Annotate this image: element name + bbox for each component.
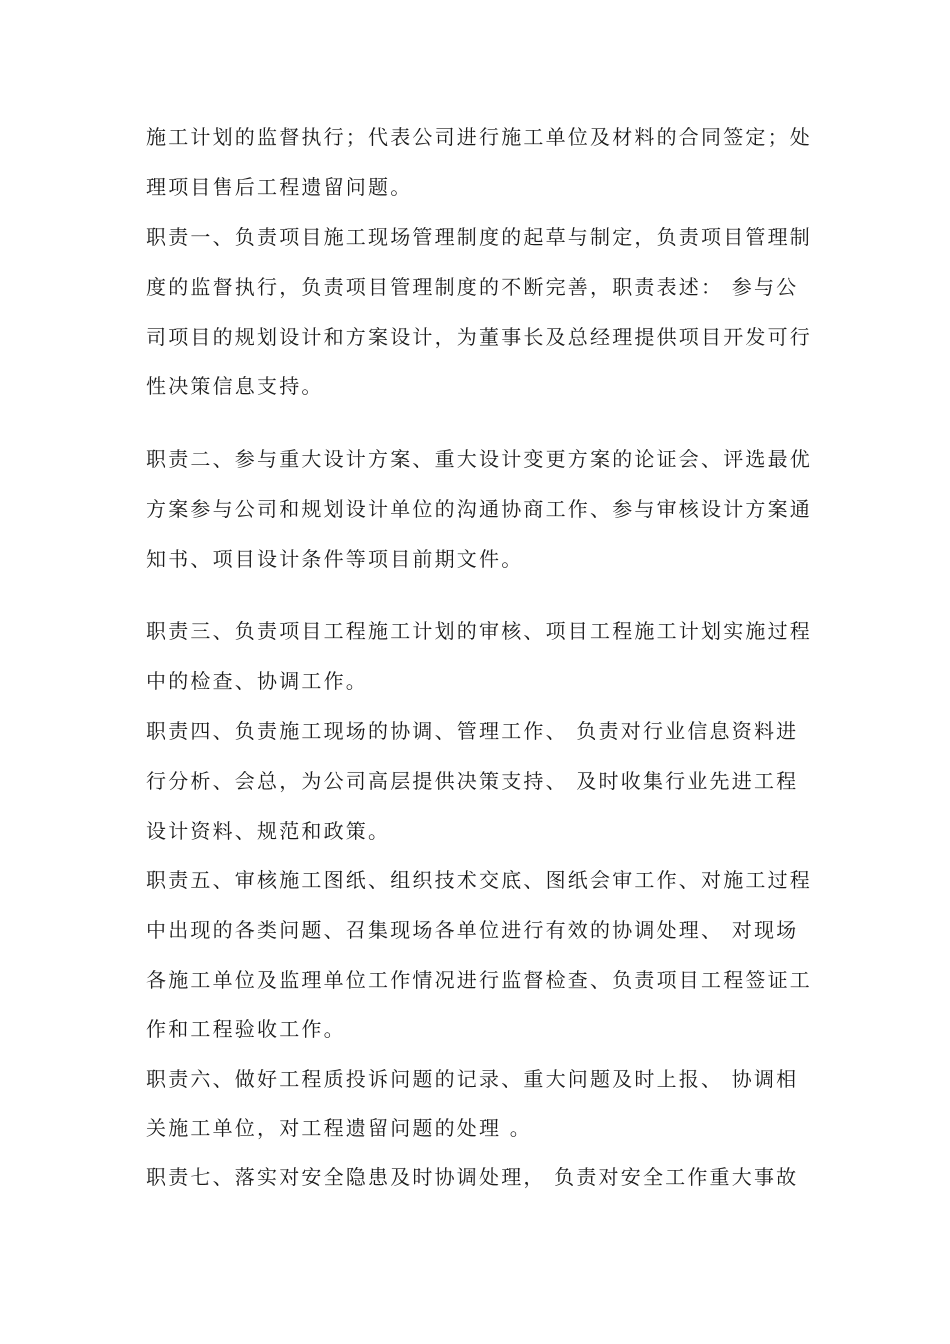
text-line: 行分析、会总，为公司高层提供决策支持、 及时收集行业先进工程 <box>146 769 799 793</box>
text-line: 设计资料、规范和政策。 <box>146 819 391 843</box>
text-line: 作和工程验收工作。 <box>146 1017 346 1041</box>
text-line: 性决策信息支持。 <box>146 374 324 398</box>
text-line: 职责四、负责施工现场的协调、管理工作、 负责对行业信息资料进 <box>146 719 799 743</box>
text-line: 司项目的规划设计和方案设计，为董事长及总经理提供项目开发可行 <box>146 325 812 349</box>
text-line: 方案参与公司和规划设计单位的沟通协商工作、参与审核设计方案通 <box>146 497 812 521</box>
text-line: 职责七、落实对安全隐患及时协调处理， 负责对安全工作重大事故 <box>146 1165 799 1189</box>
text-line: 职责五、审核施工图纸、组织技术交底、图纸会审工作、对施工过程 <box>146 868 812 892</box>
text-line: 关施工单位，对工程遗留问题的处理 。 <box>146 1116 532 1140</box>
text-line: 中的检查、协调工作。 <box>146 669 368 693</box>
text-line: 理项目售后工程遗留问题。 <box>146 175 413 199</box>
text-line: 中出现的各类问题、召集现场各单位进行有效的协调处理、 对现场 <box>146 918 799 942</box>
text-line: 职责六、做好工程质投诉问题的记录、重大问题及时上报、 协调相 <box>146 1067 799 1091</box>
text-line: 知书、项目设计条件等项目前期文件。 <box>146 547 524 571</box>
text-line: 职责二、参与重大设计方案、重大设计变更方案的论证会、评选最优 <box>146 447 812 471</box>
text-line: 职责一、负责项目施工现场管理制度的起草与制定，负责项目管理制 <box>146 225 812 249</box>
text-line: 度的监督执行，负责项目管理制度的不断完善，职责表述： 参与公 <box>146 275 799 299</box>
text-line: 施工计划的监督执行；代表公司进行施工单位及材料的合同签定；处 <box>146 125 812 149</box>
text-line: 职责三、负责项目工程施工计划的审核、项目工程施工计划实施过程 <box>146 619 812 643</box>
text-line: 各施工单位及监理单位工作情况进行监督检查、负责项目工程签证工 <box>146 968 812 992</box>
